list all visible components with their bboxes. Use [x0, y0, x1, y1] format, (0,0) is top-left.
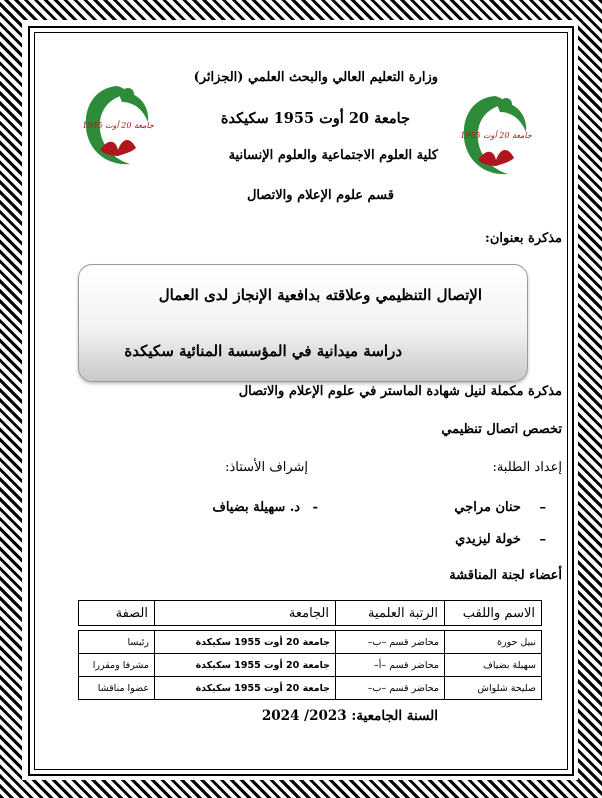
department-name: قسم علوم الإعلام والاتصال	[246, 188, 394, 203]
student-2	[455, 532, 546, 547]
member-role: رئيسا	[79, 631, 155, 654]
student-1-name: حنان مراجي	[454, 500, 521, 515]
students-label: إعداد الطلبة:	[492, 460, 562, 475]
faculty-name: كلية العلوم الاجتماعية والعلوم الإنسانية	[228, 148, 438, 163]
col-name: الاسم واللقب	[445, 601, 542, 626]
thesis-title-line2: دراسة ميدانية في المؤسسة المنائية سكيكدة	[124, 342, 402, 360]
table-header-row	[79, 601, 542, 626]
member-role: مشرفا ومقررا	[79, 654, 155, 677]
thesis-title-line1: الإتصال التنظيمي وعلاقته بدافعية الإنجاز لدى العمال	[158, 286, 482, 304]
supervisor-label: إشراف الأستاذ:	[225, 460, 308, 475]
table-row	[79, 677, 542, 700]
col-role: الصفة	[79, 601, 155, 626]
student-1	[454, 500, 546, 515]
supervisor-bullet: -	[312, 500, 318, 515]
member-rank: محاضر قسم –ب–	[336, 631, 445, 654]
thesis-title-label: مذكرة بعنوان:	[485, 231, 562, 246]
member-university: جامعة 20 أوت 1955 سكيكدة	[155, 677, 336, 700]
cover-page	[40, 38, 562, 764]
university-logo-left	[78, 80, 156, 172]
col-university: الجامعة	[155, 601, 336, 626]
academic-year: السنة الجامعية: 2023/ 2024	[261, 708, 438, 724]
specialty: تخصص اتصال تنظيمي	[441, 422, 562, 437]
student-bullet: –	[539, 500, 546, 515]
member-rank: محاضر قسم –ب–	[336, 677, 445, 700]
member-rank: محاضر قسم –أ–	[336, 654, 445, 677]
member-role: عضوا مناقشا	[79, 677, 155, 700]
ministry-name: وزارة التعليم العالي والبحث العلمي (الجزائر)	[193, 70, 438, 85]
member-name: سهيلة بضياف	[445, 654, 542, 677]
university-logo-right	[456, 90, 534, 182]
logo-text-right: جامعة 20 أوت 1955	[460, 131, 532, 140]
member-university: جامعة 20 أوت 1955 سكيكدة	[155, 631, 336, 654]
logo-text-left: جامعة 20 أوت 1955	[82, 121, 154, 130]
table-row	[79, 654, 542, 677]
table-row	[79, 631, 542, 654]
member-name: صليحة شلواش	[445, 677, 542, 700]
student-2-name: خولة ليزيدي	[455, 532, 521, 547]
university-name: جامعة 20 أوت 1955 سكيكدة	[220, 110, 410, 127]
thesis-title-box	[78, 264, 528, 382]
col-rank: الرتبة العلمية	[336, 601, 445, 626]
student-bullet: –	[539, 532, 546, 547]
committee-label: أعضاء لجنة المناقشة	[449, 568, 562, 583]
member-name: نبيل حورة	[445, 631, 542, 654]
member-university: جامعة 20 أوت 1955 سكيكدة	[155, 654, 336, 677]
committee-table	[78, 600, 542, 700]
degree-line: مذكرة مكملة لنيل شهادة الماستر في علوم الإعلام والاتصال	[238, 384, 562, 399]
supervisor-name: د. سهيلة بضياف	[212, 500, 301, 515]
supervisor	[212, 500, 318, 515]
